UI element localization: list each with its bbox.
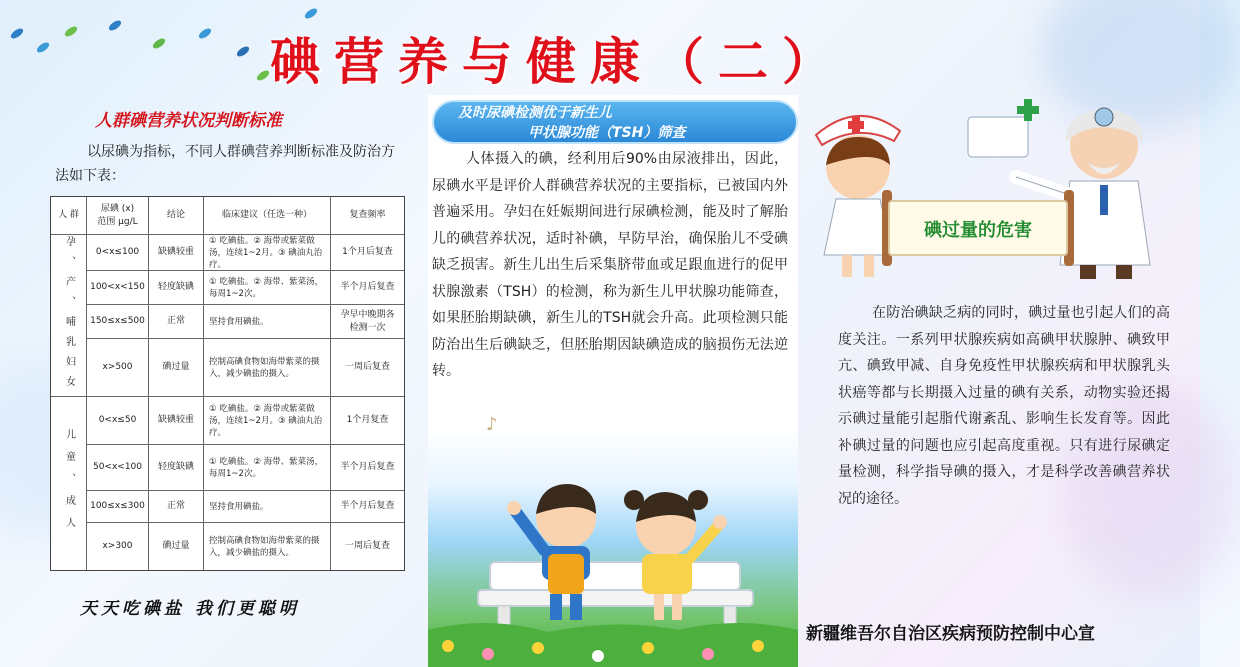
leaf-icon bbox=[197, 27, 212, 41]
leaf-icon bbox=[235, 45, 250, 59]
girl-leg bbox=[654, 594, 664, 620]
boy-hand bbox=[507, 501, 521, 515]
table-cell-advice: 控制高碘食物如海带紫菜的摄入，减少碘盐的摄入。 bbox=[204, 339, 331, 397]
table-header-advice bbox=[204, 197, 331, 235]
table-cell-advice: 坚持食用碘盐。 bbox=[204, 305, 331, 339]
flower-icon bbox=[482, 648, 494, 660]
music-note-icon: ♪ bbox=[486, 414, 498, 435]
group-label: 儿童、成人 bbox=[63, 428, 75, 539]
table-group-adults bbox=[51, 397, 87, 570]
table-cell-advice: 控制高碘食物如海带紫菜的摄入，减少碘盐的摄入。 bbox=[204, 523, 331, 570]
left-section-heading: 人群碘营养状况判断标准 bbox=[95, 111, 282, 131]
table-header-label: 复查频率 bbox=[349, 210, 386, 220]
leaf-icon bbox=[151, 37, 166, 51]
slogan: 天天吃碘盐 我们更聪明 bbox=[80, 599, 300, 619]
table-header-label: 结论 bbox=[166, 210, 185, 220]
table-cell-range: 0<x≤50 bbox=[87, 397, 149, 445]
table-header-label: 人 群 bbox=[58, 210, 79, 220]
middle-heading-line1: 及时尿碘检测优于新生儿 bbox=[458, 105, 612, 121]
boy-overall bbox=[548, 554, 584, 594]
table-cell-conclusion: 正常 bbox=[149, 305, 204, 339]
table-cell-recheck: 1个月复查 bbox=[331, 397, 404, 445]
boy-leg bbox=[550, 594, 562, 620]
girl-dress bbox=[642, 554, 692, 594]
table-cell-recheck: 半个月后复查 bbox=[331, 445, 404, 491]
page-title: 碘营养与健康（二） bbox=[270, 32, 846, 91]
cross-icon bbox=[1017, 106, 1039, 114]
table-header-group bbox=[51, 197, 87, 235]
table-cell-advice: ① 吃碘盐。② 海带或紫菜做汤，连续1~2月。③ 碘油丸治疗。 bbox=[204, 235, 331, 271]
table-cell-recheck: 1个月后复查 bbox=[331, 235, 404, 271]
children-illustration bbox=[428, 414, 798, 667]
table-header-label: 尿碘 (x) bbox=[100, 203, 135, 214]
doctor-nurse-illustration bbox=[808, 95, 1168, 285]
flower-icon bbox=[592, 650, 604, 662]
leaf-icon bbox=[63, 25, 78, 39]
table-cell-advice: ① 吃碘盐。② 海带、紫菜汤，每周1~2次。 bbox=[204, 271, 331, 305]
table-cell-recheck: 半个月后复查 bbox=[331, 491, 404, 523]
table-header-conclusion bbox=[149, 197, 204, 235]
girl-bun bbox=[624, 490, 644, 510]
group-label: 孕、产、哺乳妇女 bbox=[63, 235, 75, 396]
table-cell-advice: ① 吃碘盐。② 海带、紫菜汤，每周1~2次。 bbox=[204, 445, 331, 491]
middle-heading-line2: 甲状腺功能（TSH）筛查 bbox=[528, 125, 686, 141]
boy-leg bbox=[570, 594, 582, 620]
left-intro-text: 以尿碘为指标，不同人群碘营养判断标准及防治方法如下表： bbox=[55, 144, 395, 184]
table-header-urine bbox=[87, 197, 149, 235]
table-cell-range: 100<x<150 bbox=[87, 271, 149, 305]
doctor-leg bbox=[1080, 265, 1096, 279]
scroll-heading: 碘过量的危害 bbox=[924, 220, 1032, 241]
table-cell-conclusion: 正常 bbox=[149, 491, 204, 523]
flower-icon bbox=[642, 642, 654, 654]
table-cell-conclusion: 碘过量 bbox=[149, 523, 204, 570]
doctor-tie bbox=[1100, 185, 1108, 215]
table-cell-range: x>300 bbox=[87, 523, 149, 570]
table-cell-range: 0<x≤100 bbox=[87, 235, 149, 271]
table-cell-conclusion: 缺碘较重 bbox=[149, 235, 204, 271]
table-cell-conclusion: 轻度缺碘 bbox=[149, 271, 204, 305]
middle-body-text: 人体摄入的碘，经利用后90%由尿液排出，因此，尿碘水平是评价人群碘营养状况的主要指标，已被国内外普遍采用。孕妇在妊娠期间进行尿碘检测，能及时了解胎儿的碘营养状况，适时补碘，早防早治，确保胎儿不受碘缺乏损害。新生儿出生后采集脐带血或足跟血进行的促甲状腺激素（TSH）的检测，称为新生儿甲状腺功能筛查，如果胚胎期缺碘，新生儿的TSH就会升高。此项检测只能防治出生后碘缺乏，但胚胎期因缺碘造成的脑损伤无法逆转。 bbox=[432, 151, 788, 379]
leaf-icon bbox=[255, 69, 270, 83]
table-header-recheck bbox=[331, 197, 404, 235]
table-cell-conclusion: 轻度缺碘 bbox=[149, 445, 204, 491]
iodine-status-table bbox=[50, 196, 405, 571]
doctor-leg bbox=[1116, 265, 1132, 279]
nurse-leg bbox=[864, 255, 874, 277]
leaf-icon bbox=[35, 41, 50, 55]
table-cell-conclusion: 碘过量 bbox=[149, 339, 204, 397]
table-cell-range: 100≤x≤300 bbox=[87, 491, 149, 523]
table-header-label: 临床建议（任选一种） bbox=[221, 210, 312, 220]
right-body-text: 在防治碘缺乏病的同时，碘过量也引起人们的高度关注。一系列甲状腺疾病如高碘甲状腺肿、碘致甲亢、碘致甲减、自身免疫性甲状腺疾病和甲状腺乳头状癌等都与长期摄入过量的碘有关系，动物实验还揭示碘过量能引起脂代谢紊乱、影响生长发育等。因此补碘过量的问题也应引起高度重视。只有进行尿碘定量检测，科学指导碘的摄入，才是科学改善碘营养状况的途径。 bbox=[838, 305, 1170, 507]
grass bbox=[428, 623, 798, 667]
doctor-head-mirror bbox=[1095, 108, 1113, 126]
table-group-women bbox=[51, 235, 87, 397]
leaf-icon bbox=[303, 7, 318, 21]
leaf-icon bbox=[107, 19, 122, 33]
girl-bun bbox=[688, 490, 708, 510]
table-header-label: 范围 μg/L bbox=[97, 216, 138, 227]
table-cell-recheck: 一周后复查 bbox=[344, 541, 390, 551]
nurse-leg bbox=[842, 255, 852, 277]
girl-hand bbox=[713, 515, 727, 529]
table-cell-range: 50<x<100 bbox=[87, 445, 149, 491]
table-cell-recheck: 孕早中晚期各检测一次 bbox=[331, 305, 404, 339]
nurse-cap-cross bbox=[848, 121, 864, 129]
flower-icon bbox=[532, 642, 544, 654]
table-cell-recheck: 半个月后复查 bbox=[331, 271, 404, 305]
girl-leg bbox=[672, 594, 682, 620]
flower-icon bbox=[702, 648, 714, 660]
flower-icon bbox=[442, 640, 454, 652]
leaf-icon bbox=[9, 27, 24, 41]
bench-seat bbox=[478, 590, 753, 606]
medical-board bbox=[968, 117, 1028, 157]
table-cell-recheck: 一周后复查 bbox=[331, 339, 404, 397]
table-cell-advice: 坚持食用碘盐。 bbox=[204, 491, 331, 523]
table-cell-range: 150≤x≤500 bbox=[87, 305, 149, 339]
table-cell-conclusion: 缺碘较重 bbox=[149, 397, 204, 445]
flower-icon bbox=[752, 640, 764, 652]
issuing-organization: 新疆维吾尔自治区疾病预防控制中心宣 bbox=[806, 624, 1095, 644]
bench-back bbox=[490, 562, 740, 590]
table-cell-advice: ① 吃碘盐。② 海带或紫菜做汤，连续1~2月。③ 碘油丸治疗。 bbox=[204, 397, 331, 445]
table-cell-range: x>500 bbox=[87, 339, 149, 397]
